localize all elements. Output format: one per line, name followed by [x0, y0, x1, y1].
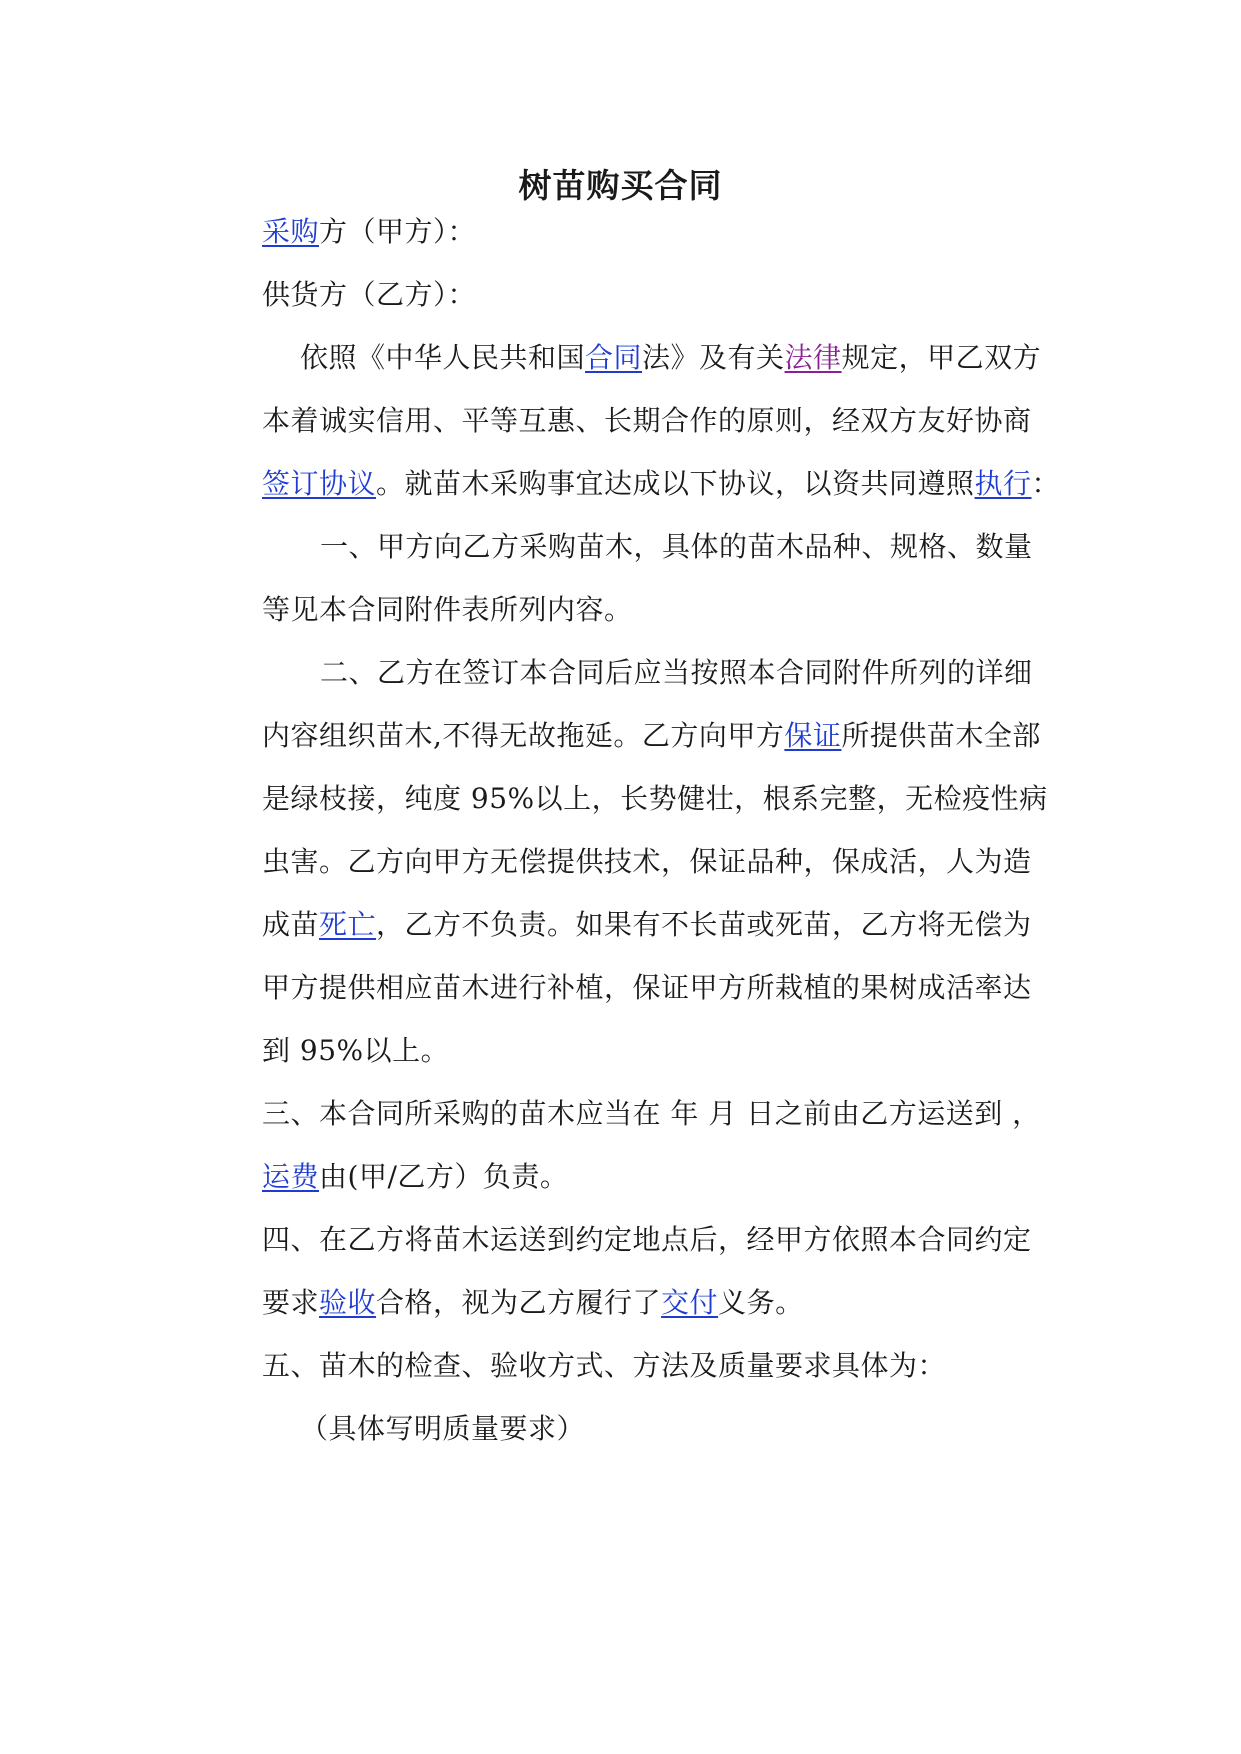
intro-text: ： [1031, 467, 1061, 500]
link-jiaofu[interactable]: 交付 [661, 1286, 719, 1319]
link-zhixing[interactable]: 执行 [974, 467, 1032, 500]
intro-line-1 [300, 338, 1041, 378]
intro-text: 。就苗木采购事宜达成以下协议，以资共同遵照 [376, 467, 975, 500]
clause-2-line-3: 是绿枝接，纯度 95%以上，长势健壮，根系完整，无检疫性病 [262, 782, 1048, 815]
clause-2-line-5 [262, 905, 1032, 945]
clause-text: 所提供苗木全部 [841, 719, 1041, 752]
buyer-line [262, 212, 476, 252]
clause-text: 由(甲/乙方）负责。 [319, 1160, 569, 1193]
clause-4-line-1: 四、在乙方将苗木运送到约定地点后，经甲方依照本合同约定 [262, 1223, 1032, 1256]
clause-5-line-2: （具体写明质量要求） [300, 1412, 586, 1445]
intro-text: 规定，甲乙双方 [841, 341, 1042, 374]
clause-text: 要求 [262, 1286, 320, 1319]
link-falv[interactable]: 法律 [784, 341, 842, 374]
clause-text: 内容组织苗木,不得无故拖延。乙方向甲方 [262, 719, 785, 752]
intro-line-2: 本着诚实信用、平等互惠、长期合作的原则，经双方友好协商 [262, 404, 1032, 437]
clause-text: ，乙方不负责。如果有不长苗或死苗，乙方将无偿为 [376, 908, 1032, 941]
link-yunfei[interactable]: 运费 [262, 1160, 320, 1193]
clause-2-line-6: 甲方提供相应苗木进行补植，保证甲方所栽植的果树成活率达 [262, 971, 1032, 1004]
clause-5-line-1: 五、苗木的检查、验收方式、方法及质量要求具体为： [262, 1349, 947, 1382]
intro-text: 依照《中华人民共和国 [300, 341, 586, 374]
link-siwang[interactable]: 死亡 [319, 908, 377, 941]
clause-1-line-2: 等见本合同附件表所列内容。 [262, 593, 633, 626]
clause-text: 义务。 [718, 1286, 804, 1319]
link-baozheng[interactable]: 保证 [784, 719, 842, 752]
buyer-label: 方（甲方）： [319, 215, 477, 248]
link-qianding-xieyi[interactable]: 签订协议 [262, 467, 377, 500]
clause-text: 成苗 [262, 908, 320, 941]
intro-line-3 [262, 464, 1060, 504]
clause-2-line-1: 二、乙方在签订本合同后应当按照本合同附件所列的详细 [320, 656, 1033, 689]
clause-text: 合格，视为乙方履行了 [376, 1286, 662, 1319]
intro-text: 法》及有关 [642, 341, 785, 374]
page-title: 树苗购买合同 [518, 166, 723, 205]
supplier-line: 供货方（乙方）： [262, 278, 477, 311]
clause-3-line-2 [262, 1157, 568, 1197]
clause-2-line-7: 到 95%以上。 [262, 1034, 450, 1067]
link-caigou[interactable]: 采购 [262, 215, 320, 248]
clause-1-line-1: 一、甲方向乙方采购苗木，具体的苗木品种、规格、数量 [320, 530, 1033, 563]
link-hetong[interactable]: 合同 [585, 341, 643, 374]
clause-2-line-2 [262, 716, 1041, 756]
clause-3-line-1: 三、本合同所采购的苗木应当在 年 月 日之前由乙方运送到 ， [262, 1097, 1041, 1130]
link-yanshou[interactable]: 验收 [319, 1286, 377, 1319]
clause-2-line-4: 虫害。乙方向甲方无偿提供技术，保证品种，保成活，人为造 [262, 845, 1032, 878]
clause-4-line-2 [262, 1283, 804, 1323]
